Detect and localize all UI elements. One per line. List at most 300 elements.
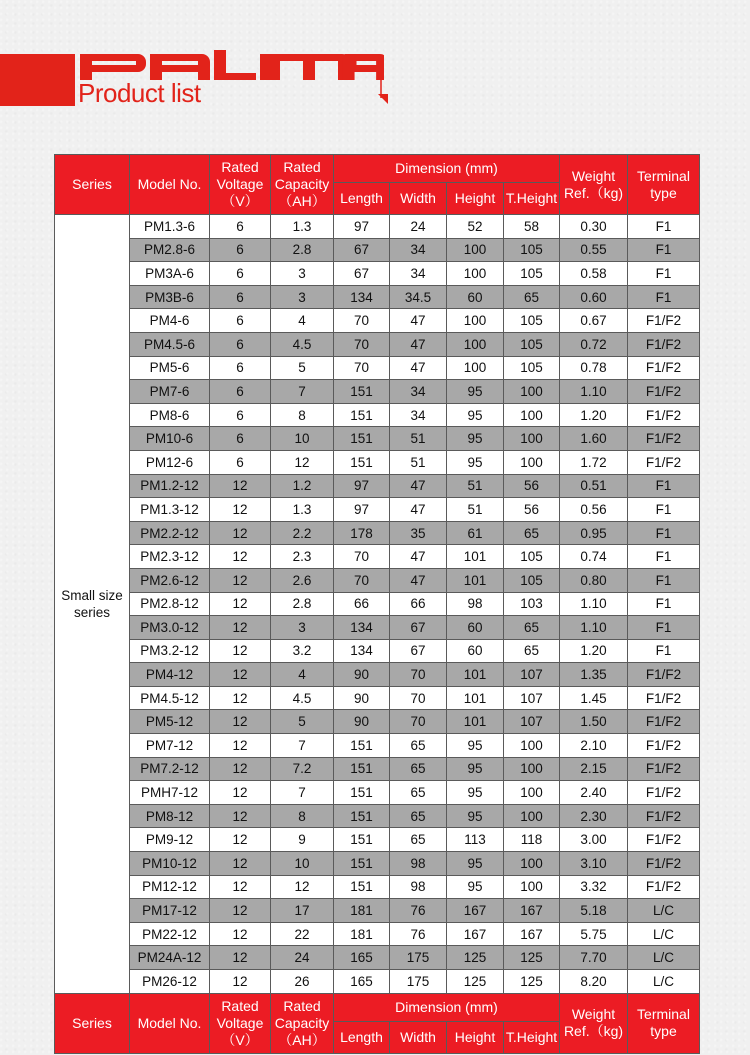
cell-model: PM4-6	[130, 309, 210, 333]
cell-theight: 56	[504, 474, 560, 498]
cell-voltage: 12	[210, 639, 271, 663]
cell-capacity: 7.2	[271, 757, 334, 781]
cell-width: 65	[390, 757, 447, 781]
cell-theight: 125	[504, 970, 560, 994]
table-row	[55, 450, 700, 474]
cell-theight: 107	[504, 710, 560, 734]
cell-voltage: 12	[210, 734, 271, 758]
cell-theight: 65	[504, 616, 560, 640]
cell-terminal: F1	[628, 616, 700, 640]
cell-model: PM4.5-12	[130, 686, 210, 710]
palma-logo	[78, 48, 384, 82]
cell-weight: 2.10	[560, 734, 628, 758]
col-voltage-unit: （V）	[221, 1031, 259, 1048]
cell-terminal: F1/F2	[628, 403, 700, 427]
table-row	[55, 545, 700, 569]
col-weight-top: Weight	[571, 167, 616, 184]
cell-theight: 105	[504, 356, 560, 380]
cell-weight: 5.18	[560, 899, 628, 923]
table-footer-header	[55, 993, 700, 1053]
table-row	[55, 686, 700, 710]
table-row	[55, 663, 700, 687]
cell-voltage: 6	[210, 356, 271, 380]
cell-voltage: 12	[210, 545, 271, 569]
cell-terminal: F1/F2	[628, 332, 700, 356]
cell-theight: 103	[504, 592, 560, 616]
cell-model: PM7-6	[130, 380, 210, 404]
cell-length: 151	[334, 875, 390, 899]
cell-weight: 0.78	[560, 356, 628, 380]
cell-theight: 100	[504, 852, 560, 876]
cell-weight: 0.60	[560, 285, 628, 309]
cell-capacity: 12	[271, 450, 334, 474]
cell-height: 98	[447, 592, 504, 616]
cell-theight: 105	[504, 238, 560, 262]
cell-weight: 1.60	[560, 427, 628, 451]
col-length: Length	[334, 1021, 390, 1053]
cell-terminal: F1	[628, 545, 700, 569]
cell-length: 97	[334, 498, 390, 522]
cell-terminal: F1	[628, 592, 700, 616]
col-voltage	[210, 993, 271, 1053]
cell-terminal: L/C	[628, 899, 700, 923]
cell-width: 175	[390, 970, 447, 994]
cell-theight: 100	[504, 734, 560, 758]
cell-model: PM7.2-12	[130, 757, 210, 781]
table-row	[55, 804, 700, 828]
cell-height: 167	[447, 922, 504, 946]
col-length: Length	[334, 183, 390, 215]
cell-weight: 0.95	[560, 521, 628, 545]
cell-theight: 58	[504, 215, 560, 239]
cell-model: PM10-12	[130, 852, 210, 876]
cell-length: 70	[334, 309, 390, 333]
series-name-line1: Small size	[61, 587, 123, 603]
cell-capacity: 8	[271, 403, 334, 427]
cell-theight: 100	[504, 781, 560, 805]
cell-model: PM2.6-12	[130, 568, 210, 592]
cell-voltage: 12	[210, 686, 271, 710]
cell-length: 70	[334, 568, 390, 592]
cell-terminal: F1	[628, 521, 700, 545]
table-row	[55, 238, 700, 262]
cell-terminal: F1/F2	[628, 781, 700, 805]
cell-weight: 1.50	[560, 710, 628, 734]
col-terminal-bottom: type	[650, 1023, 677, 1040]
cell-capacity: 26	[271, 970, 334, 994]
table-row	[55, 498, 700, 522]
cell-weight: 0.55	[560, 238, 628, 262]
cell-voltage: 12	[210, 828, 271, 852]
cell-capacity: 12	[271, 875, 334, 899]
cell-model: PM1.3-6	[130, 215, 210, 239]
cell-length: 151	[334, 757, 390, 781]
cell-width: 34	[390, 238, 447, 262]
col-series: Series	[55, 993, 130, 1053]
cell-terminal: F1	[628, 285, 700, 309]
cell-terminal: F1	[628, 215, 700, 239]
cell-voltage: 12	[210, 852, 271, 876]
cell-length: 151	[334, 804, 390, 828]
cell-model: PM10-6	[130, 427, 210, 451]
cell-voltage: 12	[210, 946, 271, 970]
cell-voltage: 6	[210, 262, 271, 286]
col-theight: T.Height	[504, 1021, 560, 1053]
cell-length: 134	[334, 285, 390, 309]
cell-height: 95	[447, 852, 504, 876]
cell-capacity: 8	[271, 804, 334, 828]
cell-theight: 65	[504, 521, 560, 545]
cell-width: 65	[390, 734, 447, 758]
cell-height: 125	[447, 970, 504, 994]
cell-theight: 105	[504, 545, 560, 569]
cell-voltage: 6	[210, 238, 271, 262]
cell-weight: 8.20	[560, 970, 628, 994]
cell-weight: 3.00	[560, 828, 628, 852]
cell-length: 178	[334, 521, 390, 545]
cell-width: 76	[390, 899, 447, 923]
cell-length: 134	[334, 639, 390, 663]
cell-height: 60	[447, 285, 504, 309]
col-weight	[560, 155, 628, 215]
cell-theight: 100	[504, 450, 560, 474]
cell-width: 98	[390, 852, 447, 876]
table-row	[55, 946, 700, 970]
cell-weight: 0.30	[560, 215, 628, 239]
cell-model: PM26-12	[130, 970, 210, 994]
cell-width: 70	[390, 686, 447, 710]
cell-model: PM3.0-12	[130, 616, 210, 640]
cell-height: 52	[447, 215, 504, 239]
col-theight: T.Height	[504, 183, 560, 215]
cell-width: 65	[390, 828, 447, 852]
cell-width: 47	[390, 309, 447, 333]
cell-length: 151	[334, 852, 390, 876]
cell-voltage: 12	[210, 781, 271, 805]
cell-length: 151	[334, 828, 390, 852]
cell-weight: 1.10	[560, 592, 628, 616]
cell-height: 51	[447, 474, 504, 498]
col-height: Height	[447, 1021, 504, 1053]
cell-model: PM12-12	[130, 875, 210, 899]
cell-model: PM7-12	[130, 734, 210, 758]
cell-model: PM3B-6	[130, 285, 210, 309]
table-row	[55, 403, 700, 427]
cell-height: 95	[447, 781, 504, 805]
cell-height: 61	[447, 521, 504, 545]
cell-capacity: 4.5	[271, 686, 334, 710]
cell-width: 65	[390, 804, 447, 828]
col-voltage-mid: Voltage	[216, 1014, 264, 1031]
cell-weight: 1.20	[560, 639, 628, 663]
cell-capacity: 22	[271, 922, 334, 946]
cell-weight: 0.72	[560, 332, 628, 356]
table-row	[55, 639, 700, 663]
table-row	[55, 970, 700, 994]
table-row	[55, 285, 700, 309]
cell-voltage: 12	[210, 521, 271, 545]
cell-weight: 3.10	[560, 852, 628, 876]
table-row	[55, 332, 700, 356]
cell-theight: 100	[504, 804, 560, 828]
cell-height: 95	[447, 450, 504, 474]
cell-capacity: 5	[271, 356, 334, 380]
cell-voltage: 6	[210, 403, 271, 427]
cell-terminal: F1/F2	[628, 356, 700, 380]
cell-voltage: 12	[210, 616, 271, 640]
cell-theight: 167	[504, 922, 560, 946]
cell-length: 66	[334, 592, 390, 616]
cell-theight: 65	[504, 639, 560, 663]
cell-voltage: 6	[210, 215, 271, 239]
cell-theight: 105	[504, 309, 560, 333]
cell-width: 51	[390, 427, 447, 451]
cell-capacity: 3	[271, 262, 334, 286]
col-height: Height	[447, 183, 504, 215]
cell-terminal: F1/F2	[628, 734, 700, 758]
table-row	[55, 592, 700, 616]
col-model: Model No.	[130, 155, 210, 215]
cell-voltage: 12	[210, 568, 271, 592]
table-row	[55, 427, 700, 451]
cell-model: PM3.2-12	[130, 639, 210, 663]
table-row	[55, 309, 700, 333]
cell-width: 47	[390, 332, 447, 356]
cell-length: 151	[334, 403, 390, 427]
product-table	[54, 154, 700, 1054]
cell-capacity: 1.3	[271, 215, 334, 239]
cell-height: 60	[447, 639, 504, 663]
cell-capacity: 3.2	[271, 639, 334, 663]
cell-voltage: 6	[210, 332, 271, 356]
cell-capacity: 9	[271, 828, 334, 852]
table-row	[55, 875, 700, 899]
cell-capacity: 1.3	[271, 498, 334, 522]
col-weight-bottom: Ref.（kg)	[563, 1023, 624, 1040]
cell-capacity: 24	[271, 946, 334, 970]
cell-theight: 107	[504, 663, 560, 687]
cell-model: PM24A-12	[130, 946, 210, 970]
cell-voltage: 12	[210, 710, 271, 734]
cell-terminal: L/C	[628, 946, 700, 970]
cell-width: 98	[390, 875, 447, 899]
cell-terminal: F1	[628, 474, 700, 498]
cell-width: 76	[390, 922, 447, 946]
cell-model: PM2.3-12	[130, 545, 210, 569]
cell-capacity: 4	[271, 663, 334, 687]
cell-length: 181	[334, 922, 390, 946]
cell-terminal: F1/F2	[628, 757, 700, 781]
col-capacity-unit: （AH）	[278, 1031, 326, 1048]
cell-weight: 0.51	[560, 474, 628, 498]
cell-height: 95	[447, 734, 504, 758]
cell-capacity: 3	[271, 285, 334, 309]
col-voltage-mid: Voltage	[216, 176, 264, 192]
cell-capacity: 2.2	[271, 521, 334, 545]
table-row	[55, 474, 700, 498]
col-voltage-top: Rated	[221, 997, 259, 1014]
cell-terminal: F1	[628, 262, 700, 286]
cell-theight: 100	[504, 427, 560, 451]
series-cell	[55, 215, 130, 994]
cell-height: 167	[447, 899, 504, 923]
cell-terminal: L/C	[628, 970, 700, 994]
cell-capacity: 7	[271, 380, 334, 404]
cell-weight: 5.75	[560, 922, 628, 946]
cell-terminal: F1/F2	[628, 852, 700, 876]
cell-weight: 2.40	[560, 781, 628, 805]
cell-terminal: F1/F2	[628, 380, 700, 404]
table-row	[55, 710, 700, 734]
cell-length: 151	[334, 380, 390, 404]
cell-model: PM17-12	[130, 899, 210, 923]
cell-height: 101	[447, 663, 504, 687]
cell-length: 151	[334, 734, 390, 758]
cell-terminal: F1/F2	[628, 309, 700, 333]
table-row	[55, 568, 700, 592]
cell-height: 95	[447, 804, 504, 828]
cell-length: 151	[334, 781, 390, 805]
cell-terminal: F1/F2	[628, 710, 700, 734]
cell-theight: 118	[504, 828, 560, 852]
cell-voltage: 12	[210, 899, 271, 923]
cell-length: 90	[334, 686, 390, 710]
cell-length: 67	[334, 238, 390, 262]
cell-height: 101	[447, 710, 504, 734]
table-row	[55, 828, 700, 852]
cell-terminal: F1/F2	[628, 450, 700, 474]
cell-terminal: F1/F2	[628, 663, 700, 687]
cell-terminal: F1	[628, 568, 700, 592]
col-weight-bottom: Ref.（kg)	[563, 184, 624, 201]
cell-model: PM3A-6	[130, 262, 210, 286]
cell-width: 70	[390, 710, 447, 734]
col-weight-top: Weight	[571, 1006, 616, 1023]
cell-length: 70	[334, 332, 390, 356]
col-width: Width	[390, 1021, 447, 1053]
cell-length: 70	[334, 545, 390, 569]
cell-capacity: 17	[271, 899, 334, 923]
table-row	[55, 734, 700, 758]
cell-weight: 2.15	[560, 757, 628, 781]
cell-height: 95	[447, 757, 504, 781]
series-name-line2: series	[73, 604, 110, 620]
cell-capacity: 2.8	[271, 238, 334, 262]
col-capacity-top: Rated	[283, 159, 321, 175]
cell-weight: 7.70	[560, 946, 628, 970]
cell-capacity: 4.5	[271, 332, 334, 356]
cell-length: 151	[334, 427, 390, 451]
cell-voltage: 12	[210, 875, 271, 899]
page-subtitle: Product list	[78, 78, 201, 108]
cell-height: 100	[447, 262, 504, 286]
col-voltage	[210, 155, 271, 215]
col-capacity-mid: Capacity	[274, 1014, 330, 1031]
cell-width: 47	[390, 356, 447, 380]
cell-model: PM2.2-12	[130, 521, 210, 545]
col-model: Model No.	[130, 993, 210, 1053]
cell-width: 67	[390, 639, 447, 663]
cell-weight: 0.67	[560, 309, 628, 333]
cell-theight: 100	[504, 875, 560, 899]
cell-height: 95	[447, 875, 504, 899]
cell-height: 101	[447, 545, 504, 569]
cell-voltage: 12	[210, 498, 271, 522]
cell-height: 125	[447, 946, 504, 970]
cell-width: 47	[390, 545, 447, 569]
cell-weight: 0.74	[560, 545, 628, 569]
cell-capacity: 2.8	[271, 592, 334, 616]
cell-weight: 3.32	[560, 875, 628, 899]
cell-width: 67	[390, 616, 447, 640]
cell-voltage: 12	[210, 922, 271, 946]
cell-model: PMH7-12	[130, 781, 210, 805]
table-row	[55, 215, 700, 239]
cell-height: 51	[447, 498, 504, 522]
cell-terminal: F1/F2	[628, 804, 700, 828]
cell-capacity: 3	[271, 616, 334, 640]
cell-theight: 125	[504, 946, 560, 970]
cell-voltage: 12	[210, 592, 271, 616]
cell-model: PM2.8-12	[130, 592, 210, 616]
cell-height: 95	[447, 380, 504, 404]
cell-width: 51	[390, 450, 447, 474]
col-voltage-unit: （V）	[221, 193, 259, 209]
cell-weight: 1.35	[560, 663, 628, 687]
cell-height: 100	[447, 332, 504, 356]
cell-model: PM12-6	[130, 450, 210, 474]
cell-theight: 105	[504, 568, 560, 592]
cell-height: 100	[447, 238, 504, 262]
cell-length: 90	[334, 663, 390, 687]
cell-voltage: 6	[210, 309, 271, 333]
cell-length: 181	[334, 899, 390, 923]
cell-width: 66	[390, 592, 447, 616]
cell-terminal: F1/F2	[628, 828, 700, 852]
cell-terminal: L/C	[628, 922, 700, 946]
cell-capacity: 2.3	[271, 545, 334, 569]
col-weight	[560, 993, 628, 1053]
cell-height: 101	[447, 568, 504, 592]
table-row	[55, 922, 700, 946]
cell-voltage: 12	[210, 970, 271, 994]
cell-height: 113	[447, 828, 504, 852]
cell-model: PM4.5-6	[130, 332, 210, 356]
cell-length: 134	[334, 616, 390, 640]
cell-model: PM8-12	[130, 804, 210, 828]
col-series: Series	[55, 155, 130, 215]
decorative-corner-line	[378, 58, 390, 108]
col-dimension: Dimension (mm)	[334, 993, 560, 1021]
cell-model: PM5-12	[130, 710, 210, 734]
cell-length: 67	[334, 262, 390, 286]
cell-height: 100	[447, 356, 504, 380]
cell-theight: 105	[504, 332, 560, 356]
cell-height: 60	[447, 616, 504, 640]
col-capacity	[271, 155, 334, 215]
col-voltage-top: Rated	[221, 159, 259, 175]
cell-theight: 56	[504, 498, 560, 522]
table-row	[55, 380, 700, 404]
cell-length: 97	[334, 215, 390, 239]
cell-width: 24	[390, 215, 447, 239]
cell-terminal: F1/F2	[628, 875, 700, 899]
cell-theight: 100	[504, 757, 560, 781]
col-capacity-top: Rated	[283, 997, 321, 1014]
cell-width: 34	[390, 262, 447, 286]
cell-length: 70	[334, 356, 390, 380]
cell-terminal: F1	[628, 498, 700, 522]
